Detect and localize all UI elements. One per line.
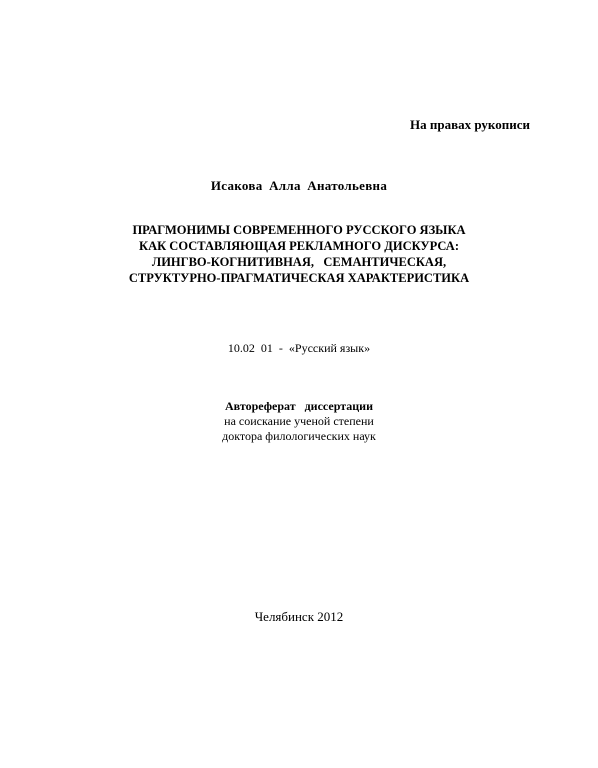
title-line: ЛИНГВО-КОГНИТИВНАЯ, СЕМАНТИЧЕСКАЯ, — [151, 255, 447, 269]
title-line: СТРУКТУРНО-ПРАГМАТИЧЕСКАЯ ХАРАКТЕРИСТИКА — [128, 271, 470, 285]
abstract-heading: Автореферат диссертации — [224, 399, 374, 413]
specialty-code: 10.02 01 - «Русский язык» — [227, 341, 371, 355]
manuscript-rights-note: На правах рукописи — [410, 117, 530, 132]
abstract-description — [0, 399, 598, 444]
title-line: ПРАГМОНИМЫ СОВРЕМЕННОГО РУССКОГО ЯЗЫКА — [132, 223, 466, 237]
degree-field-line: доктора филологических наук — [222, 429, 376, 443]
dissertation-title — [0, 222, 598, 286]
city-year: Челябинск 2012 — [254, 609, 344, 624]
author-name: Исакова Алла Анатольевна — [210, 178, 388, 193]
degree-line: на соискание ученой степени — [224, 414, 374, 428]
title-line: КАК СОСТАВЛЯЮЩАЯ РЕКЛАМНОГО ДИСКУРСА: — [139, 239, 459, 253]
